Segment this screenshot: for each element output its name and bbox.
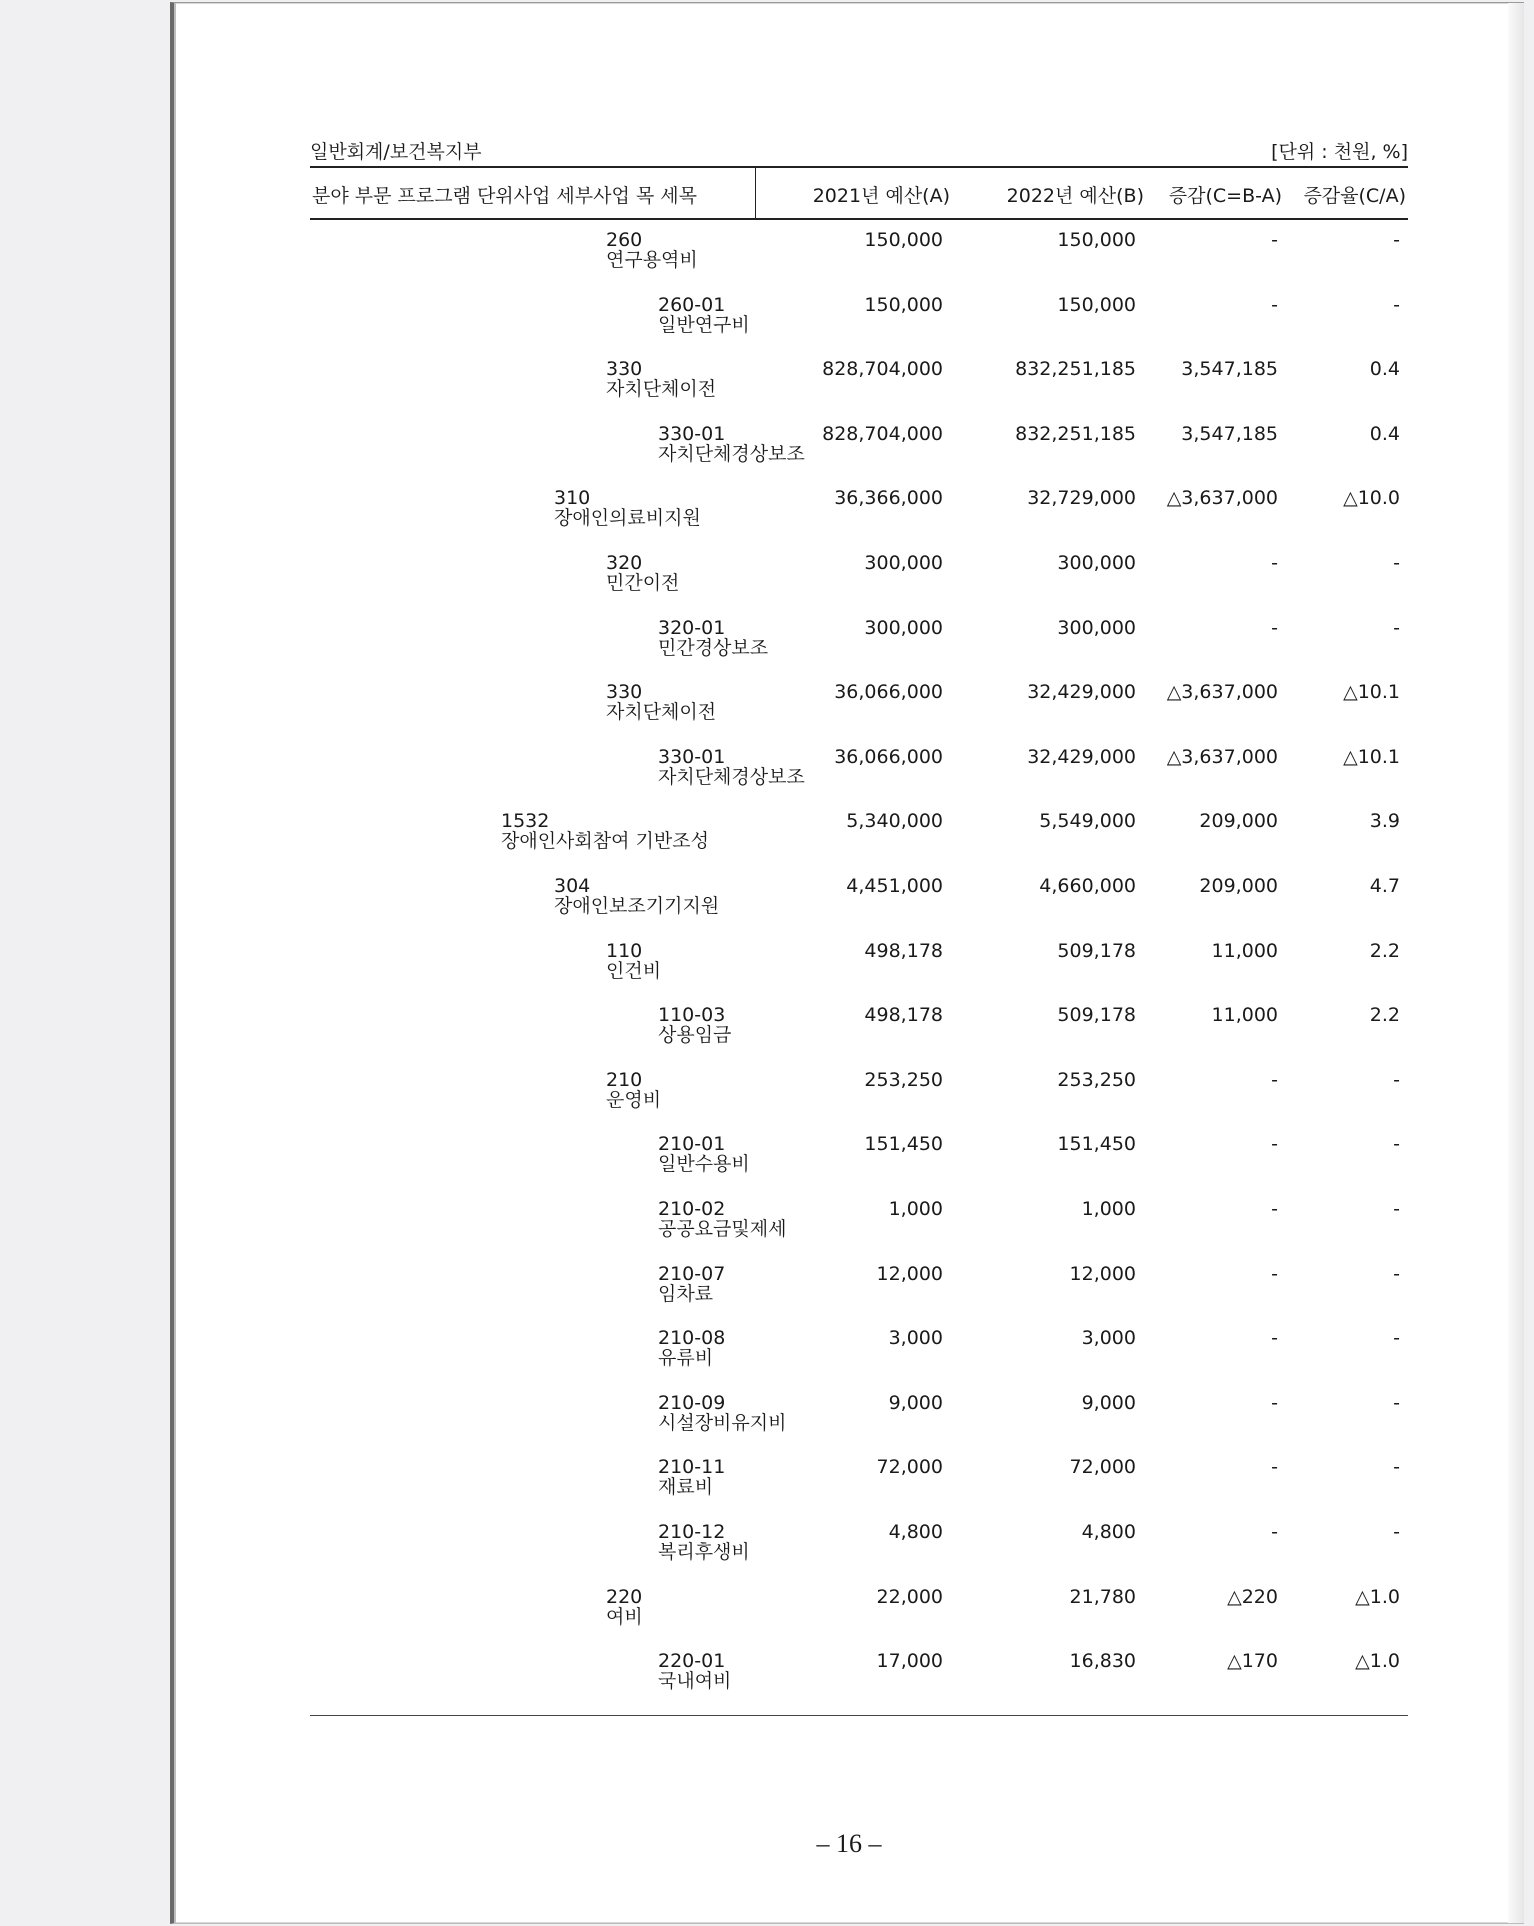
change-cell: - bbox=[1271, 1133, 1278, 1155]
table-row bbox=[310, 475, 1408, 539]
row-label bbox=[606, 359, 716, 399]
budget-2022-cell: 150,000 bbox=[1057, 229, 1136, 251]
row-name: 여비 bbox=[606, 1606, 643, 1628]
header-divider bbox=[755, 168, 756, 218]
change-rate-cell: - bbox=[1393, 1327, 1400, 1349]
row-code: 210-11 bbox=[658, 1456, 726, 1478]
table-row bbox=[310, 1121, 1408, 1185]
row-code: 110 bbox=[606, 940, 643, 962]
table-row bbox=[310, 411, 1408, 475]
budget-2021-cell: 150,000 bbox=[864, 294, 943, 316]
row-label bbox=[554, 876, 719, 916]
budget-2022-cell: 32,429,000 bbox=[1027, 746, 1136, 768]
row-label bbox=[658, 424, 805, 464]
row-name: 장애인보조기기지원 bbox=[554, 895, 720, 917]
row-name: 연구용역비 bbox=[606, 249, 698, 271]
change-cell: - bbox=[1271, 1392, 1278, 1414]
row-code: 210-09 bbox=[658, 1392, 726, 1414]
row-name: 임차료 bbox=[658, 1283, 714, 1305]
row-label bbox=[658, 1264, 725, 1304]
change-cell: △170 bbox=[1227, 1650, 1278, 1672]
row-label bbox=[658, 1522, 750, 1562]
row-code: 320-01 bbox=[658, 617, 726, 639]
budget-2021-cell: 4,451,000 bbox=[846, 875, 943, 897]
row-code: 210-01 bbox=[658, 1133, 726, 1155]
change-rate-cell: - bbox=[1393, 1263, 1400, 1285]
budget-2021-cell: 9,000 bbox=[888, 1392, 943, 1414]
change-cell: - bbox=[1271, 1327, 1278, 1349]
budget-2021-cell: 72,000 bbox=[876, 1456, 943, 1478]
table-row bbox=[310, 1444, 1408, 1508]
change-cell: - bbox=[1271, 1521, 1278, 1543]
change-rate-cell: 3.9 bbox=[1369, 810, 1400, 832]
change-rate-cell: - bbox=[1393, 1198, 1400, 1220]
table-row bbox=[310, 798, 1408, 862]
change-rate-cell: - bbox=[1393, 617, 1400, 639]
row-code: 1532 bbox=[501, 810, 550, 832]
row-name: 공공요금및제세 bbox=[658, 1218, 787, 1240]
table-header bbox=[310, 166, 1408, 220]
page-number: – 16 – bbox=[816, 1829, 882, 1858]
budget-2021-cell: 253,250 bbox=[864, 1069, 943, 1091]
budget-2022-cell: 300,000 bbox=[1057, 617, 1136, 639]
budget-2021-cell: 36,066,000 bbox=[834, 746, 943, 768]
change-cell: △220 bbox=[1227, 1586, 1278, 1608]
page-edge-shadow bbox=[1508, 3, 1524, 1923]
row-code: 310 bbox=[554, 487, 591, 509]
row-label bbox=[658, 1457, 725, 1497]
change-cell: 11,000 bbox=[1211, 940, 1278, 962]
budget-2022-cell: 1,000 bbox=[1081, 1198, 1136, 1220]
row-label bbox=[658, 1393, 786, 1433]
change-rate-cell: - bbox=[1393, 229, 1400, 251]
change-cell: △3,637,000 bbox=[1166, 746, 1278, 768]
header-change-rate: 증감율(C/A) bbox=[1303, 185, 1406, 207]
unit-note: [단위 : 천원, %] bbox=[1271, 141, 1408, 163]
row-name: 자치단체경상보조 bbox=[658, 766, 805, 788]
header-classification: 분야 부문 프로그램 단위사업 세부사업 목 세목 bbox=[312, 185, 697, 207]
row-code: 330 bbox=[606, 358, 643, 380]
row-label bbox=[658, 295, 750, 335]
change-rate-cell: 4.7 bbox=[1369, 875, 1400, 897]
row-code: 210-07 bbox=[658, 1263, 726, 1285]
table-row bbox=[310, 282, 1408, 346]
change-rate-cell: △10.1 bbox=[1343, 746, 1400, 768]
table-row bbox=[310, 1509, 1408, 1573]
row-label bbox=[606, 1070, 661, 1110]
row-code: 210-08 bbox=[658, 1327, 726, 1349]
row-label bbox=[606, 941, 661, 981]
table-row bbox=[310, 346, 1408, 410]
table-row bbox=[310, 1380, 1408, 1444]
table-row bbox=[310, 928, 1408, 992]
table-row bbox=[310, 1574, 1408, 1638]
budget-2021-cell: 3,000 bbox=[888, 1327, 943, 1349]
row-label bbox=[606, 1587, 643, 1627]
table-row bbox=[310, 863, 1408, 927]
row-code: 330-01 bbox=[658, 423, 726, 445]
change-cell: △3,637,000 bbox=[1166, 487, 1278, 509]
budget-2022-cell: 21,780 bbox=[1069, 1586, 1136, 1608]
change-rate-cell: - bbox=[1393, 294, 1400, 316]
row-label bbox=[554, 488, 701, 528]
budget-2022-cell: 832,251,185 bbox=[1015, 358, 1136, 380]
budget-2022-cell: 72,000 bbox=[1069, 1456, 1136, 1478]
change-cell: 3,547,185 bbox=[1181, 423, 1278, 445]
change-rate-cell: △10.1 bbox=[1343, 681, 1400, 703]
change-cell: - bbox=[1271, 229, 1278, 251]
change-rate-cell: - bbox=[1393, 1069, 1400, 1091]
table-row bbox=[310, 992, 1408, 1056]
header-change: 증감(C=B-A) bbox=[1168, 185, 1282, 207]
change-rate-cell: △1.0 bbox=[1355, 1650, 1400, 1672]
change-rate-cell: 2.2 bbox=[1369, 940, 1400, 962]
row-code: 330-01 bbox=[658, 746, 726, 768]
change-cell: 209,000 bbox=[1199, 875, 1278, 897]
row-name: 국내여비 bbox=[658, 1670, 732, 1692]
row-name: 재료비 bbox=[658, 1476, 714, 1498]
budget-2022-cell: 16,830 bbox=[1069, 1650, 1136, 1672]
table-row bbox=[310, 734, 1408, 798]
budget-2022-cell: 300,000 bbox=[1057, 552, 1136, 574]
budget-2021-cell: 36,366,000 bbox=[834, 487, 943, 509]
row-code: 260 bbox=[606, 229, 643, 251]
row-name: 일반수용비 bbox=[658, 1153, 750, 1175]
change-cell: 11,000 bbox=[1211, 1004, 1278, 1026]
budget-2022-cell: 32,429,000 bbox=[1027, 681, 1136, 703]
row-name: 유류비 bbox=[658, 1347, 714, 1369]
budget-2022-cell: 150,000 bbox=[1057, 294, 1136, 316]
row-name: 자치단체이전 bbox=[606, 701, 717, 723]
budget-2021-cell: 828,704,000 bbox=[822, 358, 943, 380]
budget-2022-cell: 4,800 bbox=[1081, 1521, 1136, 1543]
row-code: 210 bbox=[606, 1069, 643, 1091]
budget-2021-cell: 22,000 bbox=[876, 1586, 943, 1608]
change-cell: - bbox=[1271, 552, 1278, 574]
change-cell: - bbox=[1271, 1456, 1278, 1478]
table-row bbox=[310, 1057, 1408, 1121]
row-name: 장애인사회참여 기반조성 bbox=[501, 830, 709, 852]
row-name: 상용임금 bbox=[658, 1024, 732, 1046]
budget-2021-cell: 498,178 bbox=[864, 940, 943, 962]
budget-2022-cell: 151,450 bbox=[1057, 1133, 1136, 1155]
row-name: 민간이전 bbox=[606, 572, 680, 594]
row-code: 210-02 bbox=[658, 1198, 726, 1220]
row-code: 260-01 bbox=[658, 294, 726, 316]
row-name: 장애인의료비지원 bbox=[554, 507, 701, 529]
row-code: 304 bbox=[554, 875, 591, 897]
budget-2021-cell: 1,000 bbox=[888, 1198, 943, 1220]
budget-2022-cell: 32,729,000 bbox=[1027, 487, 1136, 509]
budget-2022-cell: 509,178 bbox=[1057, 940, 1136, 962]
change-cell: 3,547,185 bbox=[1181, 358, 1278, 380]
change-rate-cell: 0.4 bbox=[1369, 358, 1400, 380]
row-label bbox=[658, 1328, 725, 1368]
row-name: 자치단체경상보조 bbox=[658, 443, 805, 465]
change-rate-cell: △10.0 bbox=[1343, 487, 1400, 509]
row-code: 210-12 bbox=[658, 1521, 726, 1543]
row-code: 330 bbox=[606, 681, 643, 703]
change-rate-cell: 0.4 bbox=[1369, 423, 1400, 445]
row-code: 320 bbox=[606, 552, 643, 574]
table-row bbox=[310, 540, 1408, 604]
row-code: 110-03 bbox=[658, 1004, 726, 1026]
row-name: 운영비 bbox=[606, 1089, 662, 1111]
change-rate-cell: 2.2 bbox=[1369, 1004, 1400, 1026]
budget-2022-cell: 4,660,000 bbox=[1039, 875, 1136, 897]
table-row bbox=[310, 217, 1408, 281]
header-budget-2021: 2021년 예산(A) bbox=[812, 185, 950, 207]
budget-2022-cell: 9,000 bbox=[1081, 1392, 1136, 1414]
row-label bbox=[606, 553, 679, 593]
row-label bbox=[658, 1134, 750, 1174]
table-row bbox=[310, 1638, 1408, 1702]
change-rate-cell: △1.0 bbox=[1355, 1586, 1400, 1608]
budget-2021-cell: 300,000 bbox=[864, 617, 943, 639]
table-row bbox=[310, 605, 1408, 669]
row-name: 복리후생비 bbox=[658, 1541, 750, 1563]
change-cell: 209,000 bbox=[1199, 810, 1278, 832]
table-row bbox=[310, 1251, 1408, 1315]
row-name: 자치단체이전 bbox=[606, 378, 717, 400]
change-cell: - bbox=[1271, 1069, 1278, 1091]
change-cell: - bbox=[1271, 1263, 1278, 1285]
budget-2022-cell: 253,250 bbox=[1057, 1069, 1136, 1091]
row-label bbox=[658, 1199, 786, 1239]
row-code: 220-01 bbox=[658, 1650, 726, 1672]
account-title: 일반회계/보건복지부 bbox=[310, 141, 482, 163]
budget-2022-cell: 12,000 bbox=[1069, 1263, 1136, 1285]
budget-2022-cell: 5,549,000 bbox=[1039, 810, 1136, 832]
budget-2022-cell: 3,000 bbox=[1081, 1327, 1136, 1349]
row-label bbox=[606, 230, 698, 270]
change-cell: - bbox=[1271, 1198, 1278, 1220]
change-cell: - bbox=[1271, 617, 1278, 639]
table-row bbox=[310, 1315, 1408, 1379]
row-name: 인건비 bbox=[606, 960, 662, 982]
budget-2021-cell: 36,066,000 bbox=[834, 681, 943, 703]
budget-2021-cell: 151,450 bbox=[864, 1133, 943, 1155]
row-label bbox=[658, 618, 768, 658]
budget-2022-cell: 509,178 bbox=[1057, 1004, 1136, 1026]
table-row bbox=[310, 669, 1408, 733]
document-page bbox=[170, 2, 1524, 1924]
row-code: 220 bbox=[606, 1586, 643, 1608]
header-budget-2022: 2022년 예산(B) bbox=[1006, 185, 1144, 207]
budget-2021-cell: 498,178 bbox=[864, 1004, 943, 1026]
row-label bbox=[658, 1651, 731, 1691]
budget-2022-cell: 832,251,185 bbox=[1015, 423, 1136, 445]
change-rate-cell: - bbox=[1393, 1456, 1400, 1478]
change-cell: △3,637,000 bbox=[1166, 681, 1278, 703]
budget-2021-cell: 150,000 bbox=[864, 229, 943, 251]
change-cell: - bbox=[1271, 294, 1278, 316]
row-label bbox=[658, 747, 805, 787]
budget-2021-cell: 4,800 bbox=[888, 1521, 943, 1543]
budget-2021-cell: 300,000 bbox=[864, 552, 943, 574]
row-label bbox=[606, 682, 716, 722]
row-name: 일반연구비 bbox=[658, 314, 750, 336]
row-label bbox=[501, 811, 709, 851]
budget-2021-cell: 12,000 bbox=[876, 1263, 943, 1285]
row-label bbox=[658, 1005, 731, 1045]
change-rate-cell: - bbox=[1393, 552, 1400, 574]
table-row bbox=[310, 1186, 1408, 1250]
row-name: 시설장비유지비 bbox=[658, 1412, 787, 1434]
budget-2021-cell: 17,000 bbox=[876, 1650, 943, 1672]
budget-2021-cell: 5,340,000 bbox=[846, 810, 943, 832]
row-name: 민간경상보조 bbox=[658, 637, 769, 659]
budget-2021-cell: 828,704,000 bbox=[822, 423, 943, 445]
change-rate-cell: - bbox=[1393, 1133, 1400, 1155]
change-rate-cell: - bbox=[1393, 1521, 1400, 1543]
table-bottom-rule bbox=[310, 1715, 1408, 1716]
change-rate-cell: - bbox=[1393, 1392, 1400, 1414]
